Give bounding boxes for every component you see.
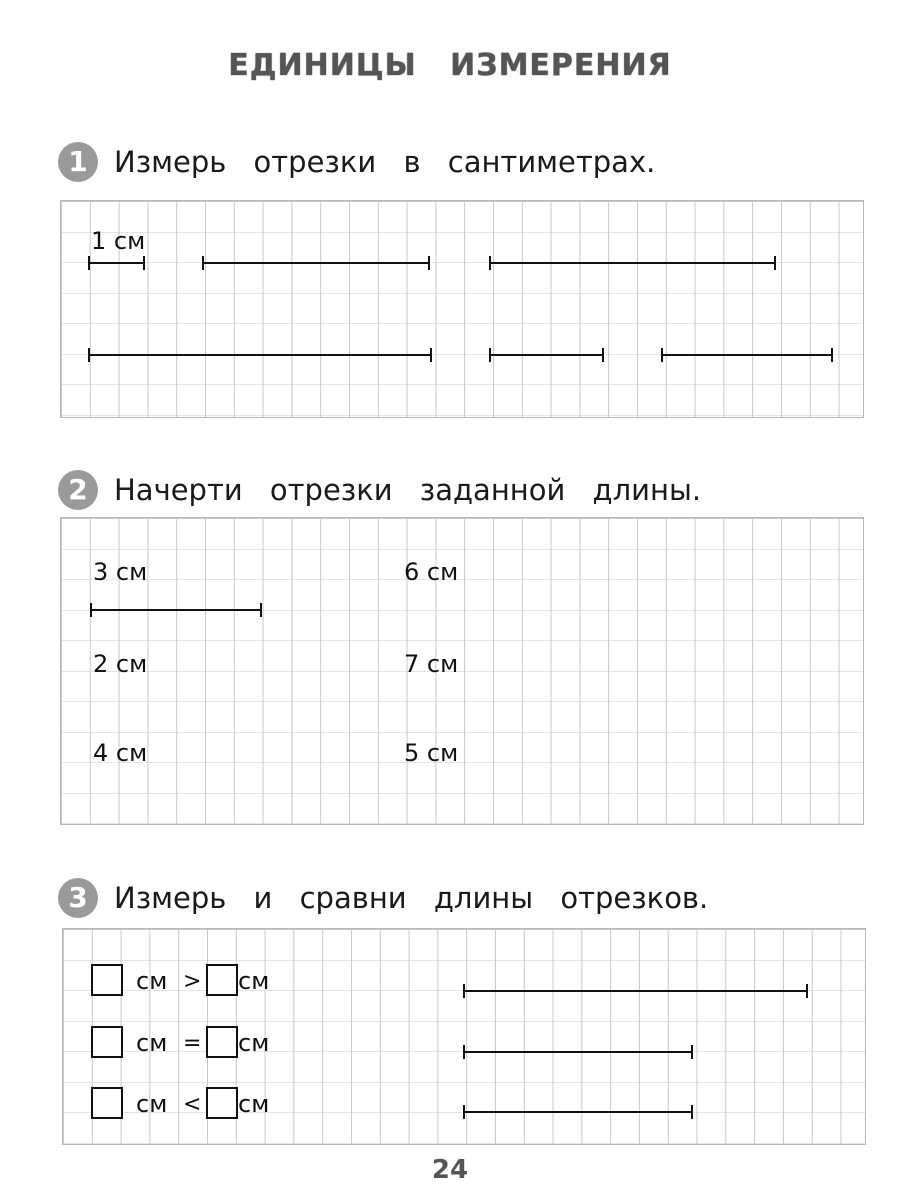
- answer-box[interactable]: [206, 1026, 238, 1058]
- task-3-text: Измерь и сравни длины отрезков.: [114, 881, 709, 915]
- compare-segment-1: [463, 990, 808, 992]
- unit-label: 1 см: [91, 227, 146, 255]
- task-number-badge: 1: [58, 142, 98, 182]
- length-label: 7 см: [404, 650, 459, 678]
- answer-box[interactable]: [91, 1026, 123, 1058]
- answer-box[interactable]: [91, 964, 123, 996]
- comparison-sign: <: [183, 1092, 202, 1117]
- segment-1cm: [88, 262, 145, 264]
- length-label: 3 см: [93, 558, 148, 586]
- length-label: 6 см: [404, 558, 459, 586]
- answer-box[interactable]: [206, 1087, 238, 1119]
- unit-text: см: [136, 967, 168, 995]
- unit-text: см: [136, 1029, 168, 1057]
- task-1-grid: [60, 200, 864, 418]
- answer-box[interactable]: [91, 1087, 123, 1119]
- segment-a: [202, 262, 430, 264]
- comparison-sign: >: [183, 969, 202, 994]
- length-label: 2 см: [93, 650, 148, 678]
- unit-text: см: [238, 1090, 270, 1118]
- unit-text: см: [136, 1090, 168, 1118]
- answer-box[interactable]: [206, 964, 238, 996]
- segment-e: [661, 354, 833, 356]
- compare-segment-3: [463, 1111, 693, 1113]
- page-title: ЕДИНИЦЫ ИЗМЕРЕНИЯ: [228, 48, 672, 83]
- page-number: 24: [431, 1155, 469, 1185]
- length-label: 4 см: [93, 739, 148, 767]
- segment-b: [489, 262, 776, 264]
- task-2-grid: [60, 517, 864, 825]
- task-number-badge: 3: [58, 878, 98, 918]
- comparison-sign: =: [183, 1031, 202, 1056]
- task-3-grid: [62, 928, 866, 1145]
- length-label: 5 см: [404, 739, 459, 767]
- task-1-text: Измерь отрезки в сантиметрах.: [114, 145, 656, 179]
- task-number-badge: 2: [58, 470, 98, 510]
- segment-c: [88, 354, 432, 356]
- segment-d: [489, 354, 604, 356]
- task-2-text: Начерти отрезки заданной длины.: [114, 473, 702, 507]
- compare-segment-2: [463, 1051, 693, 1053]
- example-segment-3cm: [90, 609, 262, 611]
- unit-text: см: [238, 1029, 270, 1057]
- unit-text: см: [238, 967, 270, 995]
